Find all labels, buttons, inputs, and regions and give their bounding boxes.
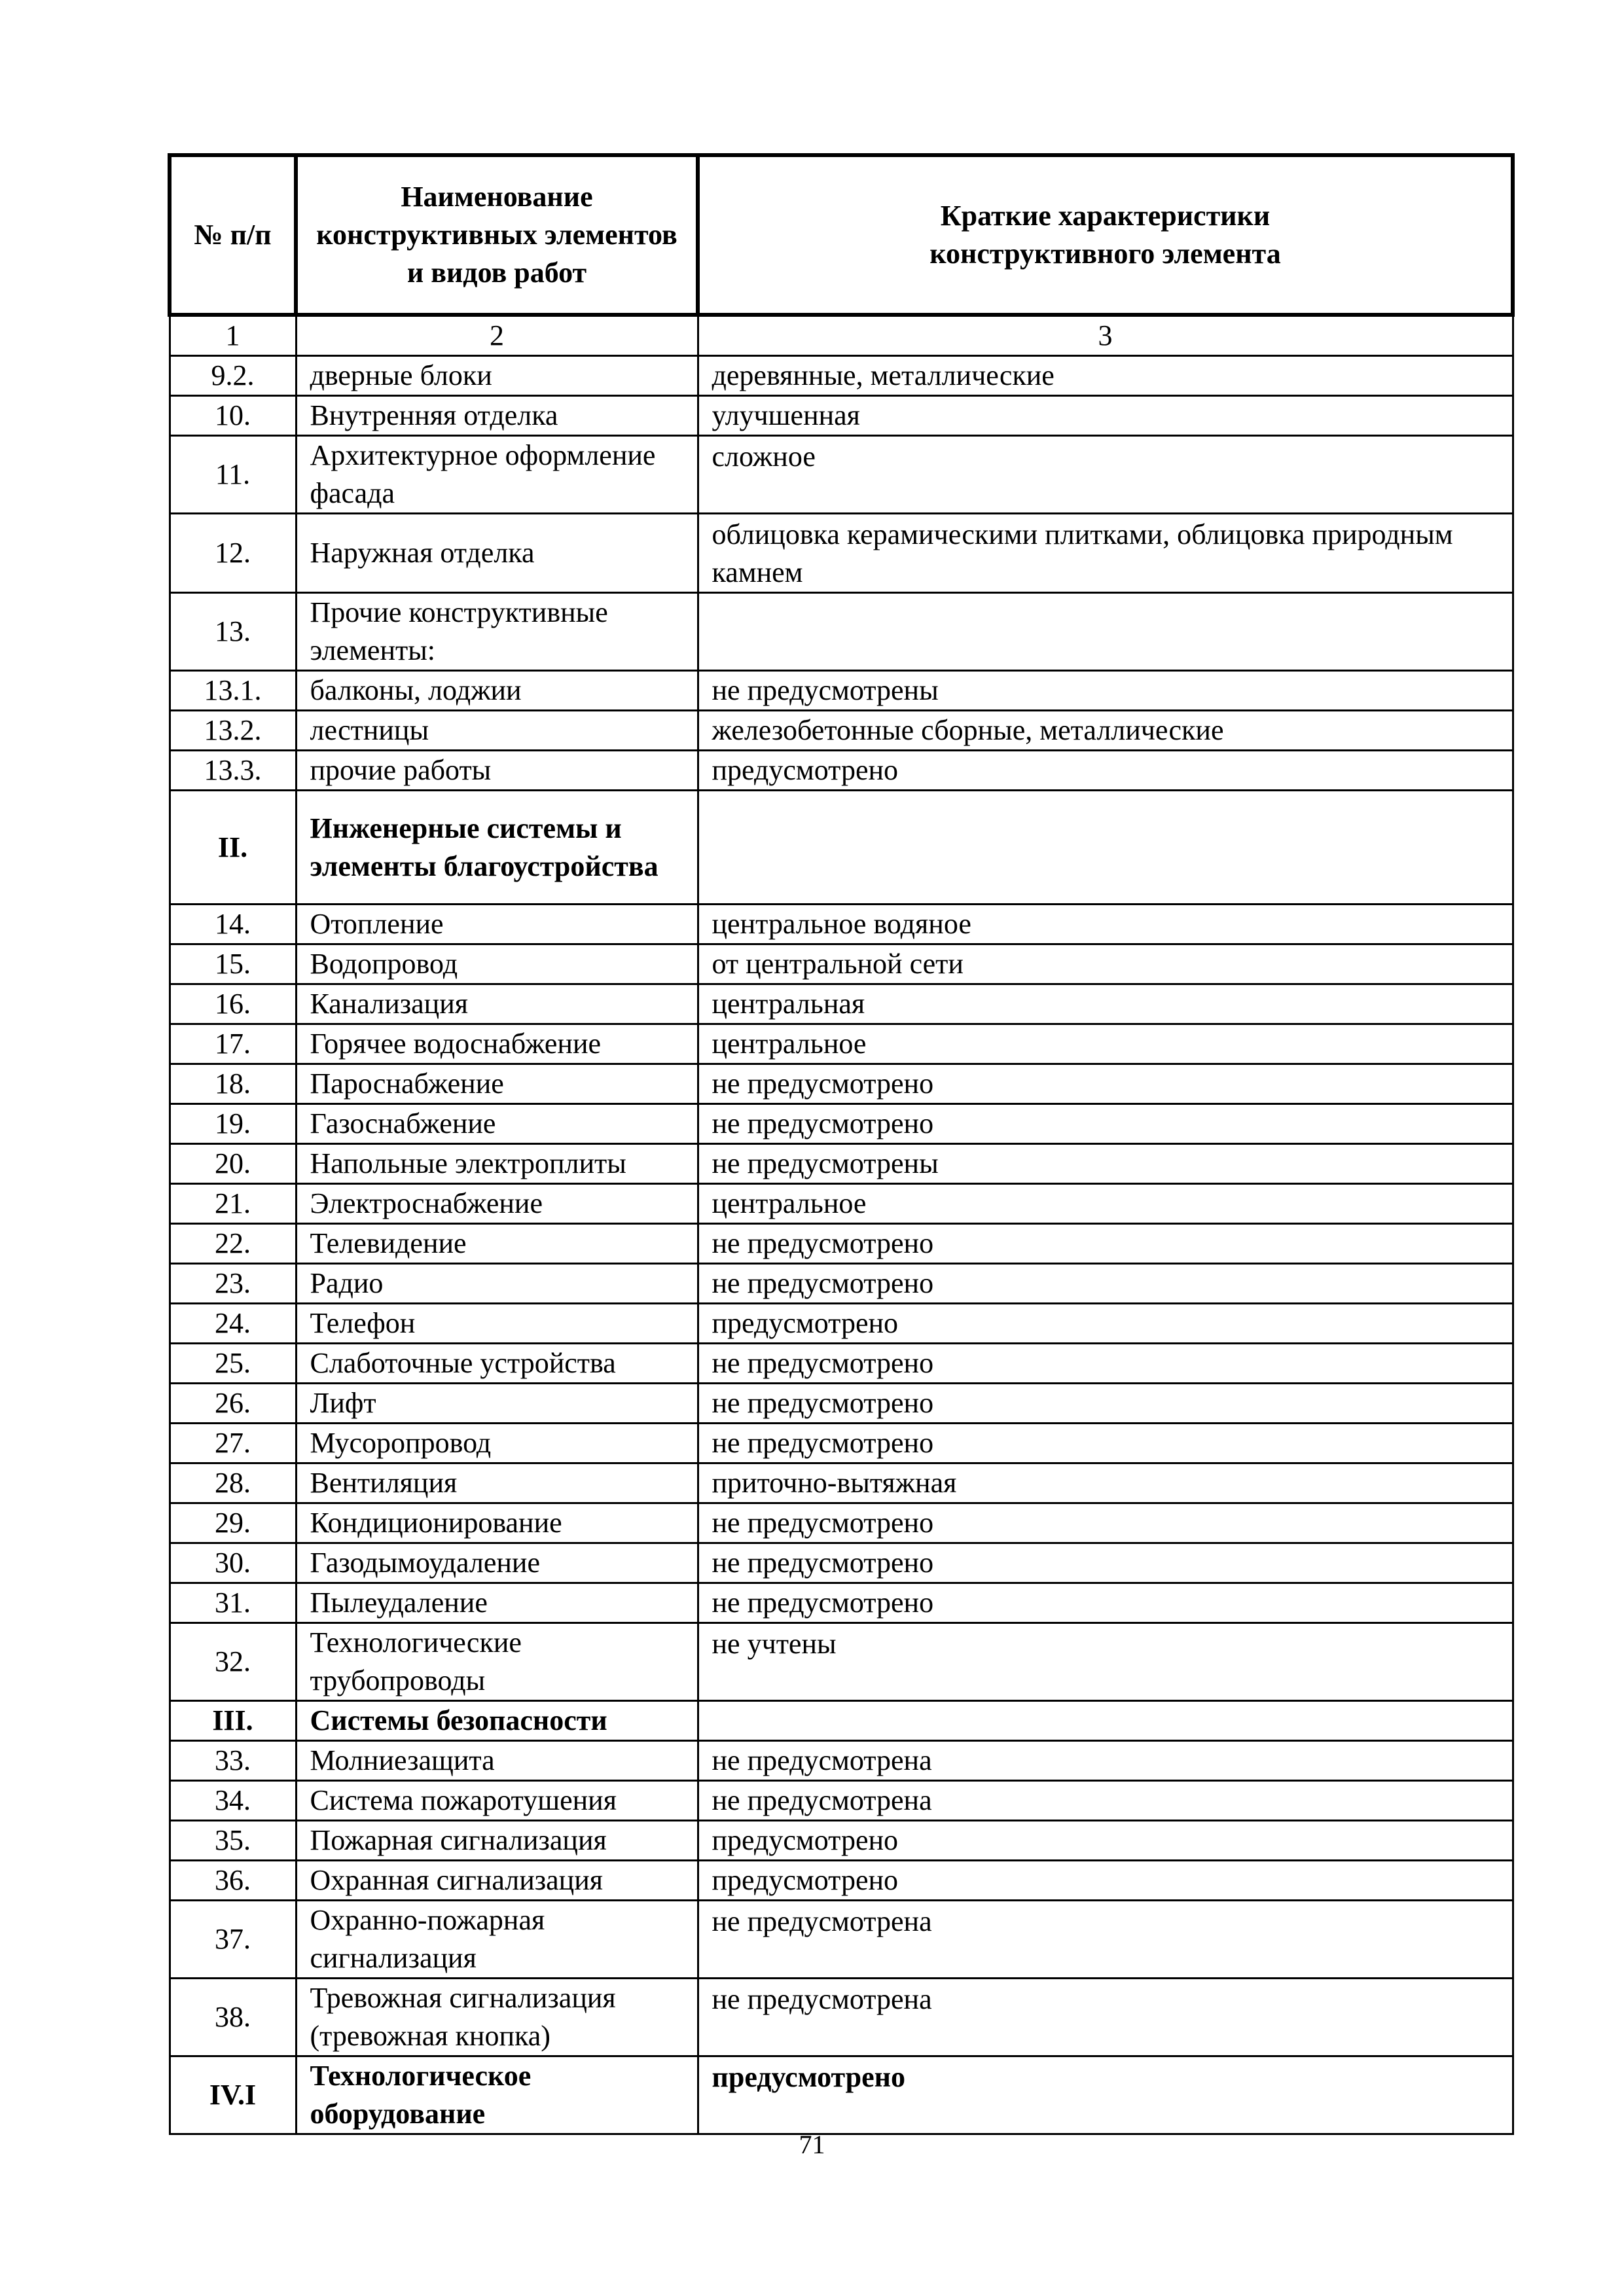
row-number: 13.1. [170, 671, 296, 711]
row-characteristics: облицовка керамическими плитками, облицовка природным камнем [698, 514, 1513, 593]
table-row [170, 2056, 1513, 2134]
table-row [170, 356, 1513, 396]
row-characteristics: не предусмотрено [698, 1064, 1513, 1104]
column-number-1: 1 [170, 315, 296, 356]
table-row [170, 751, 1513, 791]
table-row [170, 1224, 1513, 1264]
table-header-row [170, 155, 1513, 315]
row-number: 15. [170, 944, 296, 984]
row-characteristics: не предусмотрено [698, 1224, 1513, 1264]
row-element-name: Мусоропровод [296, 1424, 698, 1463]
row-characteristics: предусмотрено [698, 751, 1513, 791]
row-number: 38. [170, 1979, 296, 2056]
row-number: 33. [170, 1741, 296, 1781]
row-characteristics: центральное [698, 1024, 1513, 1064]
table-row [170, 1583, 1513, 1623]
table-row [170, 1424, 1513, 1463]
table-row [170, 1861, 1513, 1901]
row-element-name: Внутренняя отделка [296, 396, 698, 436]
row-characteristics: не предусмотрена [698, 1901, 1513, 1979]
row-number: 21. [170, 1184, 296, 1224]
row-number: 26. [170, 1384, 296, 1424]
row-element-name: Молниезащита [296, 1741, 698, 1781]
table-row [170, 1104, 1513, 1144]
row-number: II. [170, 791, 296, 905]
row-element-name: Водопровод [296, 944, 698, 984]
column-number-3: 3 [698, 315, 1513, 356]
header-characteristics: Краткие характеристики конструктивного элемента [698, 155, 1513, 315]
table-row [170, 1543, 1513, 1583]
row-number: 22. [170, 1224, 296, 1264]
row-element-name: Охранная сигнализация [296, 1861, 698, 1901]
row-element-name: прочие работы [296, 751, 698, 791]
row-element-name: Телевидение [296, 1224, 698, 1264]
row-element-name: балконы, лоджии [296, 671, 698, 711]
row-number: 28. [170, 1463, 296, 1503]
row-characteristics [698, 593, 1513, 671]
row-number: 19. [170, 1104, 296, 1144]
row-number: 20. [170, 1144, 296, 1184]
table-row [170, 1024, 1513, 1064]
table-row [170, 593, 1513, 671]
row-characteristics: не предусмотрено [698, 1503, 1513, 1543]
row-element-name: Прочие конструктивные элементы: [296, 593, 698, 671]
header-num: № п/п [170, 155, 296, 315]
row-element-name: Системы безопасности [296, 1701, 698, 1741]
row-characteristics: деревянные, металлические [698, 356, 1513, 396]
row-number: 25. [170, 1344, 296, 1384]
row-characteristics: центральная [698, 984, 1513, 1024]
table-row [170, 791, 1513, 905]
row-number: 14. [170, 905, 296, 944]
row-characteristics: не предусмотрено [698, 1104, 1513, 1144]
row-number: 16. [170, 984, 296, 1024]
row-characteristics: не предусмотрена [698, 1979, 1513, 2056]
table-row [170, 1821, 1513, 1861]
row-element-name: Слаботочные устройства [296, 1344, 698, 1384]
row-characteristics: центральное водяное [698, 905, 1513, 944]
row-characteristics: предусмотрено [698, 2056, 1513, 2134]
row-element-name: Инженерные системы и элементы благоустройства [296, 791, 698, 905]
row-element-name: Газоснабжение [296, 1104, 698, 1144]
row-number: 9.2. [170, 356, 296, 396]
row-number: III. [170, 1701, 296, 1741]
row-number: 12. [170, 514, 296, 593]
row-element-name: Технологические трубопроводы [296, 1623, 698, 1701]
row-number: 13.3. [170, 751, 296, 791]
row-element-name: Пожарная сигнализация [296, 1821, 698, 1861]
row-characteristics: не предусмотрено [698, 1543, 1513, 1583]
row-characteristics: предусмотрено [698, 1861, 1513, 1901]
row-characteristics: не предусмотрено [698, 1424, 1513, 1463]
table-row [170, 1503, 1513, 1543]
row-element-name: Кондиционирование [296, 1503, 698, 1543]
table-row [170, 1623, 1513, 1701]
table-row [170, 1901, 1513, 1979]
table-row [170, 1701, 1513, 1741]
table-row [170, 1463, 1513, 1503]
page-number: 71 [799, 2130, 825, 2159]
row-element-name: Вентиляция [296, 1463, 698, 1503]
row-element-name: Пароснабжение [296, 1064, 698, 1104]
row-characteristics: не предусмотрена [698, 1741, 1513, 1781]
row-element-name: лестницы [296, 711, 698, 751]
row-element-name: Отопление [296, 905, 698, 944]
row-element-name: Технологическое оборудование [296, 2056, 698, 2134]
table-row [170, 1344, 1513, 1384]
table-body [170, 315, 1513, 2134]
row-characteristics: не учтены [698, 1623, 1513, 1701]
row-element-name: Электроснабжение [296, 1184, 698, 1224]
table-row [170, 671, 1513, 711]
row-characteristics: не предусмотрено [698, 1264, 1513, 1304]
row-element-name: Система пожаротушения [296, 1781, 698, 1821]
row-characteristics: предусмотрено [698, 1304, 1513, 1344]
row-number: 11. [170, 436, 296, 514]
row-characteristics: железобетонные сборные, металлические [698, 711, 1513, 751]
row-number: 24. [170, 1304, 296, 1344]
row-characteristics: не предусмотрено [698, 1583, 1513, 1623]
construction-elements-table [168, 153, 1515, 2135]
table-row [170, 1781, 1513, 1821]
row-characteristics: не предусмотрено [698, 1344, 1513, 1384]
column-numbers-row [170, 315, 1513, 356]
table-row [170, 1064, 1513, 1104]
row-element-name: Напольные электроплиты [296, 1144, 698, 1184]
row-element-name: Архитектурное оформление фасада [296, 436, 698, 514]
table-row [170, 1979, 1513, 2056]
row-number: 27. [170, 1424, 296, 1463]
row-number: 34. [170, 1781, 296, 1821]
row-element-name: Наружная отделка [296, 514, 698, 593]
row-characteristics: не предусмотрены [698, 671, 1513, 711]
row-element-name: Охранно-пожарная сигнализация [296, 1901, 698, 1979]
table-row [170, 944, 1513, 984]
row-element-name: Канализация [296, 984, 698, 1024]
row-number: 13. [170, 593, 296, 671]
row-element-name: Газодымоудаление [296, 1543, 698, 1583]
row-number: 37. [170, 1901, 296, 1979]
column-number-2: 2 [296, 315, 698, 356]
table-row [170, 1144, 1513, 1184]
row-number: 32. [170, 1623, 296, 1701]
row-number: 30. [170, 1543, 296, 1583]
row-element-name: Тревожная сигнализация (тревожная кнопка) [296, 1979, 698, 2056]
row-characteristics [698, 791, 1513, 905]
table-row [170, 514, 1513, 593]
row-characteristics: не предусмотрено [698, 1384, 1513, 1424]
row-number: 23. [170, 1264, 296, 1304]
row-number: 10. [170, 396, 296, 436]
table-row [170, 905, 1513, 944]
row-element-name: дверные блоки [296, 356, 698, 396]
table-row [170, 396, 1513, 436]
row-characteristics [698, 1701, 1513, 1741]
row-number: 35. [170, 1821, 296, 1861]
table-row [170, 1741, 1513, 1781]
table-row [170, 1304, 1513, 1344]
header-name: Наименование конструктивных элементов и видов работ [296, 155, 698, 315]
row-number: 13.2. [170, 711, 296, 751]
table-row [170, 1184, 1513, 1224]
row-element-name: Телефон [296, 1304, 698, 1344]
row-element-name: Лифт [296, 1384, 698, 1424]
row-number: 29. [170, 1503, 296, 1543]
table-row [170, 711, 1513, 751]
row-number: 17. [170, 1024, 296, 1064]
row-characteristics: центральное [698, 1184, 1513, 1224]
table-row [170, 1264, 1513, 1304]
row-characteristics: не предусмотрены [698, 1144, 1513, 1184]
table-row [170, 436, 1513, 514]
row-element-name: Горячее водоснабжение [296, 1024, 698, 1064]
row-number: IV.I [170, 2056, 296, 2134]
row-characteristics: приточно-вытяжная [698, 1463, 1513, 1503]
table-row [170, 984, 1513, 1024]
row-number: 18. [170, 1064, 296, 1104]
row-element-name: Радио [296, 1264, 698, 1304]
table-row [170, 1384, 1513, 1424]
row-characteristics: улучшенная [698, 396, 1513, 436]
row-characteristics: сложное [698, 436, 1513, 514]
row-characteristics: предусмотрено [698, 1821, 1513, 1861]
row-characteristics: от центральной сети [698, 944, 1513, 984]
row-characteristics: не предусмотрена [698, 1781, 1513, 1821]
row-number: 31. [170, 1583, 296, 1623]
row-element-name: Пылеудаление [296, 1583, 698, 1623]
row-number: 36. [170, 1861, 296, 1901]
